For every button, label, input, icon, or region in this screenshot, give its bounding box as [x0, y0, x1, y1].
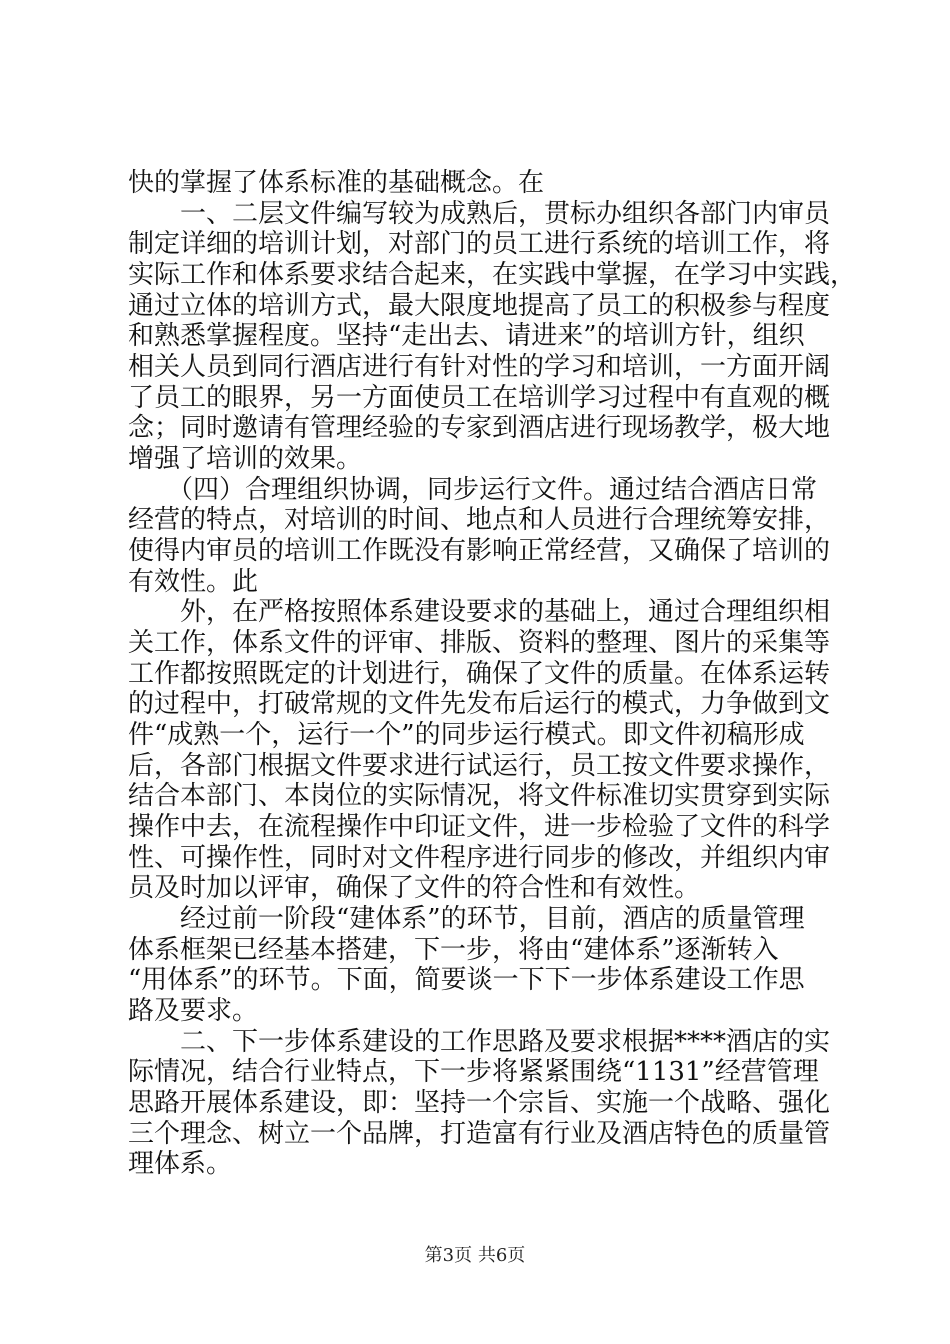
- text-line: 增强了培训的效果。: [128, 444, 363, 474]
- text-line: 理体系。: [128, 1149, 233, 1180]
- text-line: 二、下一步体系建设的工作思路及要求根据****酒店的实: [128, 1026, 831, 1057]
- text-line: 性、可操作性，同时对文件程序进行同步的修改，并组织内审: [128, 842, 831, 873]
- text-line: 快的掌握了体系标准的基础概念。在: [128, 168, 545, 198]
- text-line: 念；同时邀请有管理经验的专家到酒店进行现场教学，极大地: [128, 413, 831, 444]
- text-line: 件“成熟一个，运行一个”的同步运行模式。即文件初稿形成: [128, 720, 805, 750]
- text-line: 有效性。此: [128, 566, 259, 597]
- text-line: 和熟悉掌握程度。坚持“走出去、请进来”的培训方针，组织: [128, 321, 805, 352]
- text-line: 三个理念、树立一个品牌，打造富有行业及酒店特色的质量管: [128, 1118, 831, 1149]
- text-line: 相关人员到同行酒店进行有针对性的学习和培训，一方面开阔: [128, 352, 831, 382]
- text-line: 了员工的眼界，另一方面使员工在培训学习过程中有直观的概: [128, 382, 831, 413]
- text-line: 实际工作和体系要求结合起来，在实践中掌握，在学习中实践，: [128, 260, 857, 290]
- text-line: 关工作，体系文件的评审、排版、资料的整理、图片的采集等: [128, 628, 831, 658]
- text-line: 员及时加以评审，确保了文件的符合性和有效性。: [128, 873, 701, 904]
- text-line: 路及要求。: [128, 996, 259, 1026]
- text-line: 经过前一阶段“建体系”的环节，目前，酒店的质量管理: [128, 904, 805, 934]
- text-line: 操作中去，在流程操作中印证文件，进一步检验了文件的科学: [128, 812, 831, 842]
- text-line: 经营的特点，对培训的时间、地点和人员进行合理统筹安排，: [128, 505, 831, 536]
- text-line: 后，各部门根据文件要求进行试运行，员工按文件要求操作，: [128, 750, 831, 781]
- text-line: （四）合理组织协调，同步运行文件。通过结合酒店日常: [128, 474, 818, 505]
- text-line: 通过立体的培训方式，最大限度地提高了员工的积极参与程度: [128, 290, 831, 321]
- text-line: 一、二层文件编写较为成熟后，贯标办组织各部门内审员: [128, 198, 831, 229]
- text-line: 使得内审员的培训工作既没有影响正常经营，又确保了培训的: [128, 536, 831, 566]
- text-line: 的过程中，打破常规的文件先发布后运行的模式，力争做到文: [128, 689, 831, 720]
- text-line: 际情况，结合行业特点，下一步将紧紧围绕“1131”经营管理: [128, 1057, 819, 1088]
- text-line: 制定详细的培训计划，对部门的员工进行系统的培训工作，将: [128, 229, 831, 260]
- text-line: 结合本部门、本岗位的实际情况，将文件标准切实贯穿到实际: [128, 781, 831, 812]
- text-line: 体系框架已经基本搭建，下一步，将由“建体系”逐渐转入: [128, 934, 779, 965]
- text-line: 工作都按照既定的计划进行，确保了文件的质量。在体系运转: [128, 658, 831, 689]
- text-line: 思路开展体系建设，即：坚持一个宗旨、实施一个战略、强化: [128, 1088, 831, 1118]
- page-footer: 第3页 共6页: [424, 1245, 526, 1266]
- text-line: “用体系”的环节。下面，简要谈一下下一步体系建设工作思: [128, 965, 805, 996]
- text-line: 外，在严格按照体系建设要求的基础上，通过合理组织相: [128, 597, 831, 628]
